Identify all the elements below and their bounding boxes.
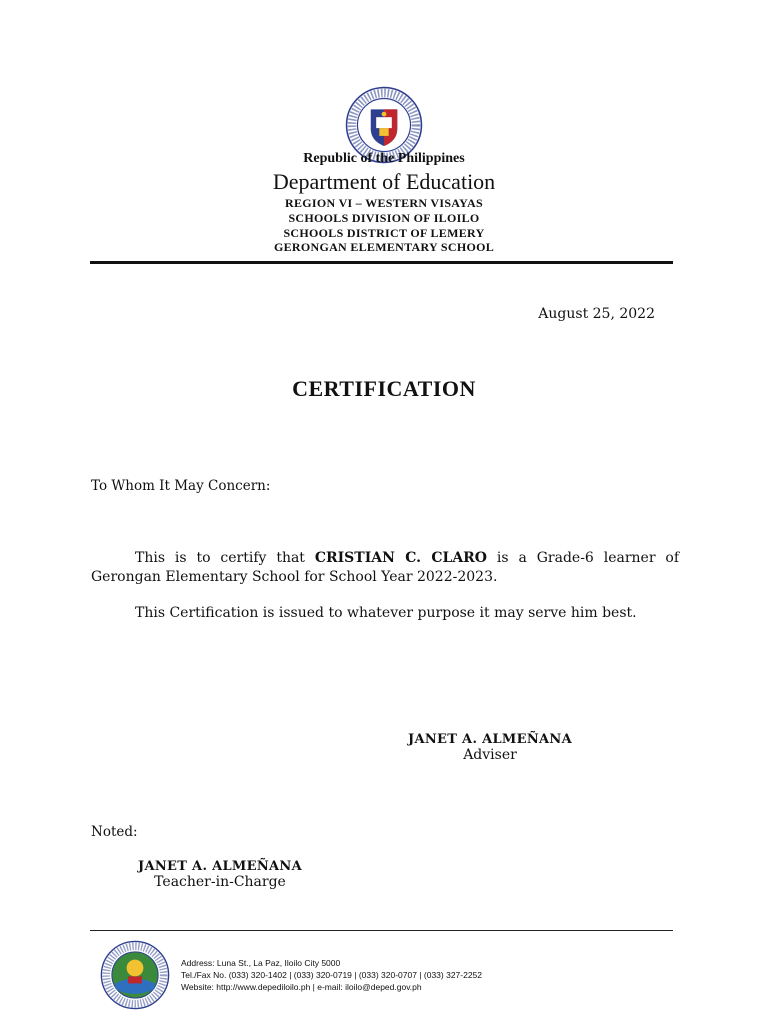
school-heading: GERONGAN ELEMENTARY SCHOOL — [273, 240, 495, 254]
certification-paragraph — [91, 549, 679, 587]
tic-role: Teacher-in-Charge — [154, 874, 286, 890]
division-seal-logo — [100, 940, 170, 1010]
salutation: To Whom It May Concern: — [91, 478, 271, 494]
division-heading: SCHOOLS DIVISION OF ILOILO — [288, 211, 480, 225]
document-title: CERTIFICATION — [292, 376, 476, 401]
letter-date: August 25, 2022 — [538, 306, 655, 322]
noted-label: Noted: — [91, 824, 138, 840]
adviser-role: Adviser — [463, 747, 517, 763]
department-heading: Department of Education — [272, 169, 496, 194]
tic-signature-block — [135, 859, 305, 890]
purpose-paragraph: This Certification is issued to whatever purpose it may serve him best. — [135, 605, 637, 621]
district-heading: SCHOOLS DISTRICT OF LEMERY — [283, 226, 485, 240]
para1-lead: This is to certify that — [135, 550, 305, 566]
region-heading: REGION VI – WESTERN VISAYAS — [285, 196, 483, 210]
footer-telephone: Tel./Fax No. (033) 320-1402 | (033) 320-0719 | (033) 320-0707 | (033) 327-2252 — [181, 970, 483, 980]
para1-rest: is a Grade-6 learner of Gerongan Elementary School for School Year 2022-2023. — [91, 550, 680, 585]
tic-name: JANET A. ALMEÑANA — [138, 859, 302, 874]
adviser-signature-block — [405, 732, 575, 763]
student-name: CRISTIAN C. CLARO — [314, 550, 488, 566]
footer-website: Website: http://www.depediloilo.ph | e-mail: iloilo@deped.gov.ph — [181, 982, 422, 992]
footer-divider — [90, 930, 673, 931]
republic-heading: Republic of the Philippines — [303, 151, 465, 166]
header-divider — [90, 261, 673, 264]
adviser-name: JANET A. ALMEÑANA — [408, 732, 572, 747]
footer-address: Address: Luna St., La Paz, Iloilo City 5000 — [181, 958, 341, 968]
